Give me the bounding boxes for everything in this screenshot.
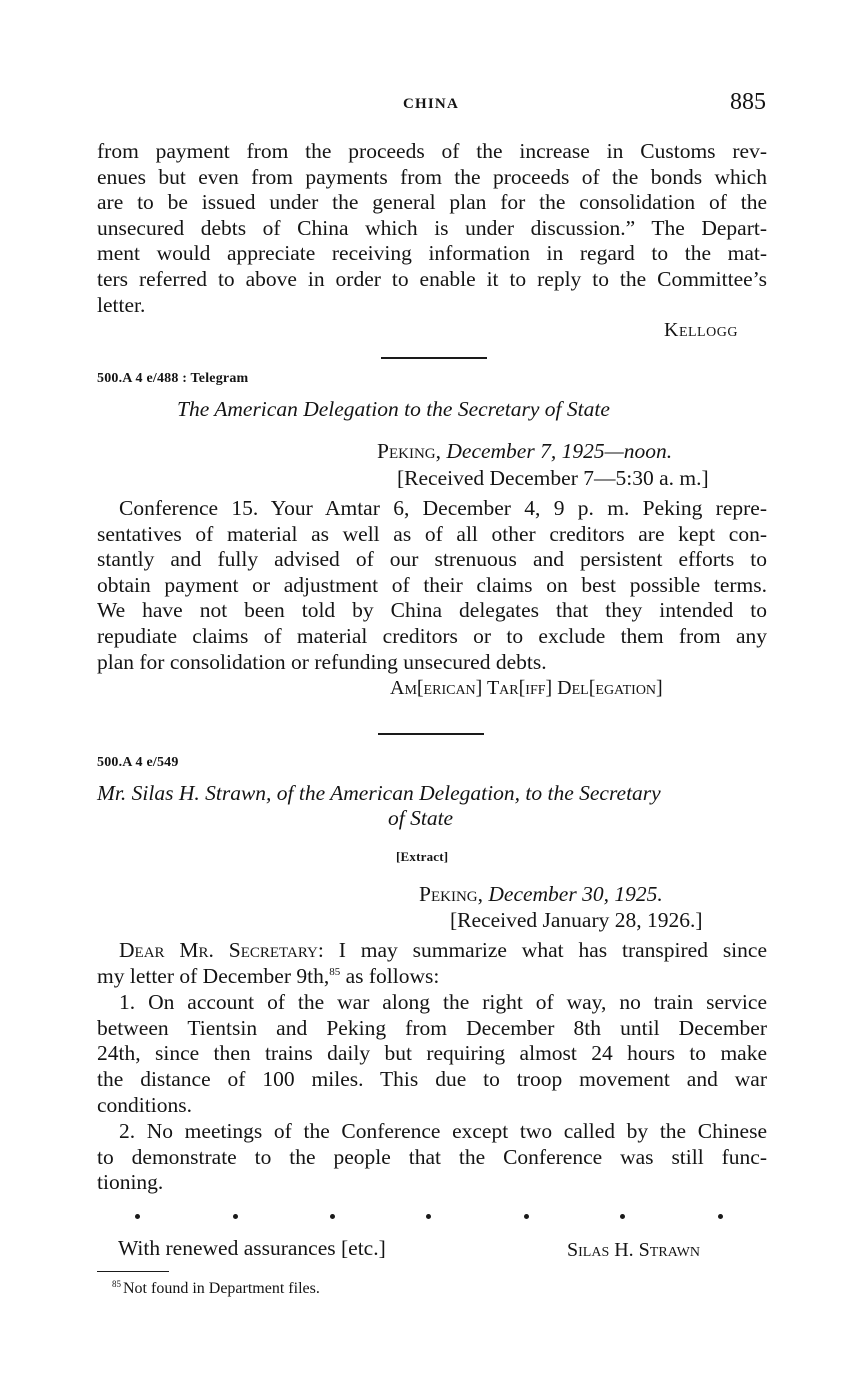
telegram-body xyxy=(97,496,767,675)
text-line: letter. xyxy=(97,292,146,317)
dateline-date: December 30, 1925. xyxy=(488,882,663,906)
dateline xyxy=(377,439,672,465)
document-title: Mr. Silas H. Strawn, of the American Delegation, to the Secretary xyxy=(97,781,661,805)
file-reference: 500.A 4 e/549 xyxy=(97,755,179,770)
text-line: ters referred to above in order to enable it to reply to the Committee’s xyxy=(97,266,767,291)
footnote-marker: 85 xyxy=(112,1279,121,1289)
ellipsis-dot xyxy=(718,1214,723,1219)
text-line: Conference 15. Your Amtar 6, December 4, 9 p. m. Peking repre- xyxy=(119,496,767,520)
salutation: Dear Mr. Secretary: xyxy=(119,938,324,962)
text-line: to demonstrate to the people that the Conference was still func- xyxy=(97,1144,767,1169)
text-line: sentatives of material as well as of all other creditors are kept con- xyxy=(97,521,767,546)
footnote-text: Not found in Department files. xyxy=(123,1280,320,1297)
extract-label: [Extract] xyxy=(396,849,449,864)
ellipsis-dot xyxy=(330,1214,335,1219)
text-line: obtain payment or adjustment of their claims on best possible terms. xyxy=(97,572,767,597)
text-line: 24th, since then trains daily but requiring almost 24 hours to make xyxy=(97,1041,767,1066)
dateline xyxy=(419,882,663,908)
footnote-marker: 85 xyxy=(329,965,341,978)
ellipsis-dot xyxy=(426,1214,431,1219)
text-line: We have not been told by China delegates that they intended to xyxy=(97,598,767,623)
signature-strawn: Silas H. Strawn xyxy=(567,1239,701,1261)
text-line: unsecured debts of China which is under discussion.” The Depart- xyxy=(97,215,767,240)
text-line: plan for consolidation or refunding unsecured debts. xyxy=(97,649,547,674)
dateline-place: Peking, xyxy=(377,439,441,463)
text-line: are to be issued under the general plan for the consolidation of the xyxy=(97,190,767,215)
document-title: The American Delegation to the Secretary of State xyxy=(177,397,610,421)
text-line: enues but even from payments from the proceeds of the bonds which xyxy=(97,164,767,189)
section-divider xyxy=(378,733,484,735)
text-line: tioning. xyxy=(97,1170,164,1195)
text-line: conditions. xyxy=(97,1092,192,1117)
text-line: ment would appreciate receiving information in regard to the mat- xyxy=(97,241,767,266)
closing: With renewed assurances [etc.] xyxy=(118,1236,386,1260)
received-line: [Received December 7—5:30 a. m.] xyxy=(397,466,709,490)
intro-text: I may summarize what has transpired since xyxy=(323,938,767,962)
document-title-cont: of State xyxy=(388,806,454,830)
intro-text: as follows: xyxy=(340,963,440,988)
dateline-date: December 7, 1925—noon. xyxy=(446,439,673,463)
running-head: CHINA xyxy=(403,96,460,112)
text-line: 1. On account of the war along the right of way, no train service xyxy=(119,990,767,1015)
signature-delegation: Am[erican] Tar[iff] Del[egation] xyxy=(390,677,663,699)
ellipsis-dot xyxy=(620,1214,625,1219)
ellipsis-dot xyxy=(524,1214,529,1219)
footnote-rule xyxy=(97,1271,169,1272)
paragraph-1 xyxy=(97,139,767,318)
text-line: 2. No meetings of the Conference except two called by the Chinese xyxy=(119,1119,767,1144)
text-line: repudiate claims of material creditors or to exclude them from any xyxy=(97,623,767,648)
ellipsis-dot xyxy=(135,1214,140,1219)
text-line: from payment from the proceeds of the increase in Customs rev- xyxy=(97,139,767,163)
page-number: 885 xyxy=(730,89,766,115)
letter-body xyxy=(97,938,767,1196)
ellipsis-dot xyxy=(233,1214,238,1219)
text-line: the distance of 100 miles. This due to troop movement and war xyxy=(97,1066,767,1091)
footnote xyxy=(112,1280,320,1298)
text-line xyxy=(97,938,767,964)
text-line: between Tientsin and Peking from December 8th until December xyxy=(97,1015,767,1040)
file-reference: 500.A 4 e/488 : Telegram xyxy=(97,371,249,386)
text-line: stantly and fully advised of our strenuous and persistent efforts to xyxy=(97,547,767,572)
signature-kellogg: Kellogg xyxy=(664,319,738,341)
dateline-place: Peking, xyxy=(419,882,483,906)
text-line xyxy=(97,964,767,990)
section-divider xyxy=(381,357,487,359)
intro-text: my letter of December 9th, xyxy=(97,963,330,988)
received-line: [Received January 28, 1926.] xyxy=(450,908,703,932)
